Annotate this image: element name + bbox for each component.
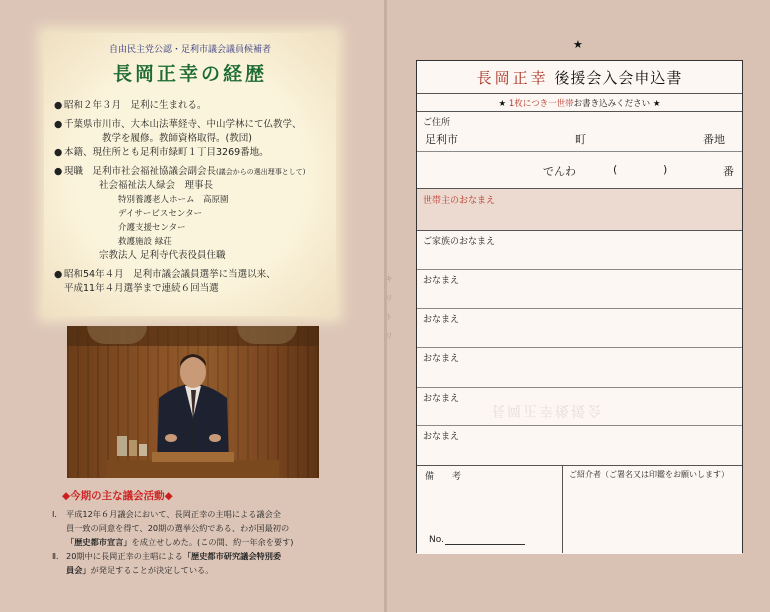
address-city: 足利市 [425,133,458,146]
membership-application-form [416,60,743,553]
number-line [445,544,525,545]
assembly-speech-photo [67,326,319,478]
activities-title: ◆今期の主な議会活動◆ [62,490,173,502]
address-town: 町 [575,133,586,146]
introducer-label: ご紹介者（ご署名又は印鑑をお願いします） [569,470,729,479]
career-title: 長岡正幸の経歴 [112,63,267,85]
career-item: デイサービスセンター [118,209,203,219]
career-item: ● 本籍、現住所とも足利市緑町１丁目3269番地。 [54,147,269,158]
career-list [54,99,334,296]
career-item: 社会福祉法人緑会 理事長 [99,180,214,191]
activities-text [48,507,336,577]
career-item: ● 昭和54年４月 足利市議会議員選挙に当選以来、 [54,269,276,280]
career-box [44,33,336,316]
activity-item: Ⅰ． 平成12年６月議会において、長岡正幸の主唱による議会全 員一致の同意を得て、20期の選挙公約である、わが国最初の 「歴史都市宣言」を成立せしめた。(この間、約一年余を要す) [52,509,294,547]
career-subtitle: 自由民主党公認・足利市議会議員候補者 [108,45,271,55]
name-label: おなまえ [423,354,460,364]
name-label: おなまえ [423,276,460,286]
address-label: ご住所 [423,118,451,128]
phone-paren-close: ) [663,163,668,176]
cut-line-marks: キ リ ト リ [385,275,393,340]
name-label: おなまえ [423,315,460,325]
career-item: 救護施設 緑荘 [118,237,172,247]
career-item: 宗教法人 足利寺代表役員住職 [99,250,226,261]
remarks-label: 備 考 [425,472,462,482]
number-label: No. [429,535,444,545]
career-item: 特別養護老人ホーム 高原園 [118,195,229,205]
career-item: ● 昭和２年３月 足利に生まれる。 [54,100,207,111]
family-names-label: ご家族のおなまえ [423,237,496,247]
star-icon: ★ [573,38,583,51]
career-item: 平成11年４月選挙まで連続６回当選 [64,283,219,294]
career-item: 教学を履修。教師資格取得。(教団) [64,133,252,144]
watermark: 長岡正幸後援会 [491,402,603,418]
phone-paren-open: ( [613,163,618,176]
career-item: 介護支援センター [118,223,186,233]
phone-label: でんわ [543,165,576,178]
address-number: 番地 [703,133,725,146]
activities-section [48,488,336,577]
form-note: ★ 1枚につき一世帯お書き込みください ★ [498,99,661,109]
career-item: ● 現職 足利市社会福祉協議会副会長(議会からの選出理事として) [54,166,306,177]
head-of-household-label: 世帯主のおなまえ [423,196,496,206]
form-title: 長岡正幸 後援会入会申込書 [476,69,683,87]
career-item: ● 千葉県市川市、大本山法華経寺、中山学林にて仏教学、 [54,119,302,130]
name-label: おなまえ [423,394,460,404]
phone-number-suffix: 番 [723,165,734,178]
name-label: おなまえ [423,432,460,442]
activity-item: Ⅱ． 20期中に長岡正幸の主唱による「歴史都市研究議会特別委 員会」が発足することが決定している。 [52,551,282,575]
